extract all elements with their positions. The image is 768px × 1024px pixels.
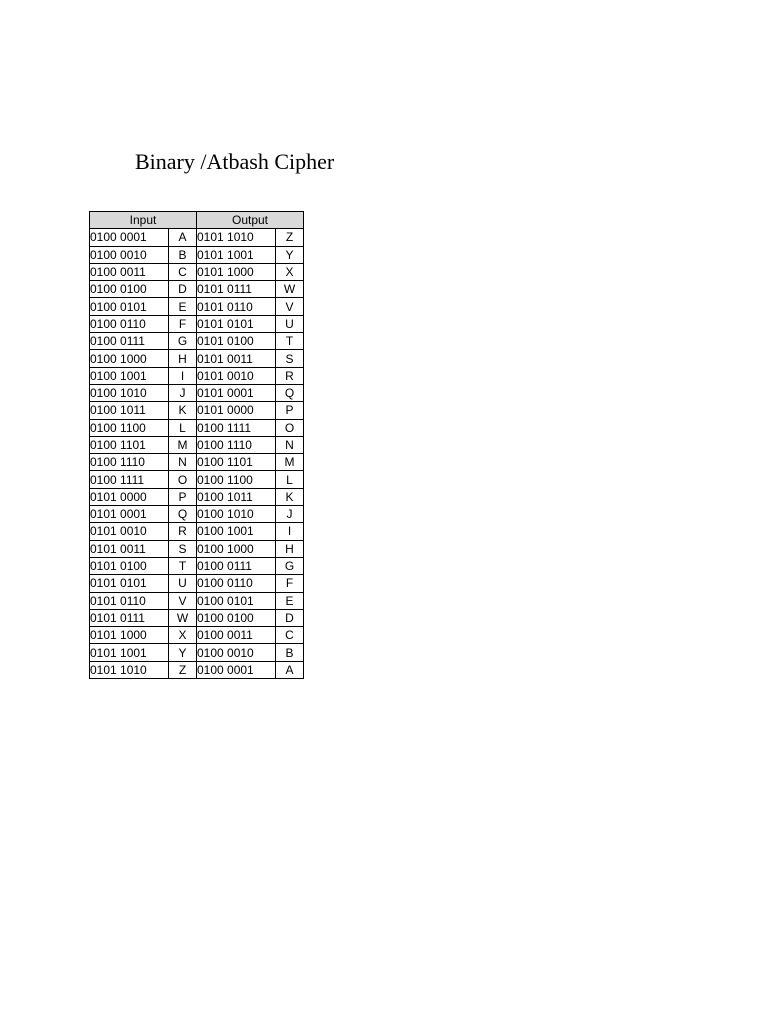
output-binary-cell: 0101 0111 <box>197 281 276 298</box>
table-row <box>90 298 304 315</box>
table-row <box>90 419 304 436</box>
output-letter-cell: F <box>276 575 304 592</box>
table-row <box>90 627 304 644</box>
input-binary-cell: 0100 0011 <box>90 263 169 280</box>
table-row <box>90 575 304 592</box>
input-binary-cell: 0100 0101 <box>90 298 169 315</box>
input-letter-cell: I <box>169 367 197 384</box>
input-letter-cell: P <box>169 488 197 505</box>
table-row <box>90 350 304 367</box>
output-binary-cell: 0100 0011 <box>197 627 276 644</box>
output-binary-cell: 0101 1010 <box>197 229 276 246</box>
output-binary-cell: 0100 0001 <box>197 661 276 678</box>
input-letter-cell: B <box>169 246 197 263</box>
table-row <box>90 471 304 488</box>
output-binary-cell: 0101 1001 <box>197 246 276 263</box>
input-letter-cell: H <box>169 350 197 367</box>
input-binary-cell: 0100 0111 <box>90 333 169 350</box>
output-letter-cell: G <box>276 557 304 574</box>
output-letter-cell: U <box>276 315 304 332</box>
output-binary-cell: 0101 0001 <box>197 384 276 401</box>
input-binary-cell: 0100 1101 <box>90 436 169 453</box>
output-letter-cell: P <box>276 402 304 419</box>
output-binary-cell: 0100 0100 <box>197 609 276 626</box>
cipher-table <box>89 211 304 679</box>
table-row <box>90 540 304 557</box>
input-letter-cell: D <box>169 281 197 298</box>
input-binary-cell: 0101 1010 <box>90 661 169 678</box>
input-binary-cell: 0101 0110 <box>90 592 169 609</box>
input-letter-cell: L <box>169 419 197 436</box>
input-letter-cell: S <box>169 540 197 557</box>
input-header: Input <box>90 212 197 229</box>
table-row <box>90 367 304 384</box>
output-letter-cell: I <box>276 523 304 540</box>
input-binary-cell: 0100 1110 <box>90 454 169 471</box>
input-binary-cell: 0100 1011 <box>90 402 169 419</box>
output-letter-cell: R <box>276 367 304 384</box>
input-letter-cell: Y <box>169 644 197 661</box>
output-binary-cell: 0101 0010 <box>197 367 276 384</box>
table-row <box>90 557 304 574</box>
output-binary-cell: 0100 0111 <box>197 557 276 574</box>
output-letter-cell: A <box>276 661 304 678</box>
input-letter-cell: O <box>169 471 197 488</box>
output-binary-cell: 0101 0000 <box>197 402 276 419</box>
table-row <box>90 436 304 453</box>
output-letter-cell: O <box>276 419 304 436</box>
input-letter-cell: Z <box>169 661 197 678</box>
output-letter-cell: L <box>276 471 304 488</box>
output-binary-cell: 0100 1011 <box>197 488 276 505</box>
output-binary-cell: 0101 1000 <box>197 263 276 280</box>
output-binary-cell: 0100 1111 <box>197 419 276 436</box>
output-binary-cell: 0100 1101 <box>197 454 276 471</box>
input-letter-cell: G <box>169 333 197 350</box>
input-letter-cell: J <box>169 384 197 401</box>
output-letter-cell: S <box>276 350 304 367</box>
table-row <box>90 402 304 419</box>
input-binary-cell: 0100 1111 <box>90 471 169 488</box>
input-binary-cell: 0101 0100 <box>90 557 169 574</box>
output-binary-cell: 0100 1110 <box>197 436 276 453</box>
input-binary-cell: 0100 1010 <box>90 384 169 401</box>
output-binary-cell: 0101 0110 <box>197 298 276 315</box>
table-row <box>90 506 304 523</box>
input-binary-cell: 0100 0100 <box>90 281 169 298</box>
input-binary-cell: 0100 0001 <box>90 229 169 246</box>
output-binary-cell: 0100 0010 <box>197 644 276 661</box>
output-binary-cell: 0100 1001 <box>197 523 276 540</box>
input-letter-cell: Q <box>169 506 197 523</box>
output-letter-cell: X <box>276 263 304 280</box>
input-binary-cell: 0100 1000 <box>90 350 169 367</box>
output-binary-cell: 0101 0101 <box>197 315 276 332</box>
table-row <box>90 454 304 471</box>
table-row <box>90 333 304 350</box>
output-letter-cell: Q <box>276 384 304 401</box>
output-letter-cell: C <box>276 627 304 644</box>
input-letter-cell: N <box>169 454 197 471</box>
input-binary-cell: 0101 1000 <box>90 627 169 644</box>
input-binary-cell: 0101 0101 <box>90 575 169 592</box>
output-letter-cell: T <box>276 333 304 350</box>
table-row <box>90 592 304 609</box>
input-letter-cell: M <box>169 436 197 453</box>
cipher-table-body <box>90 229 304 679</box>
input-binary-cell: 0101 1001 <box>90 644 169 661</box>
output-letter-cell: E <box>276 592 304 609</box>
output-letter-cell: V <box>276 298 304 315</box>
output-letter-cell: K <box>276 488 304 505</box>
output-binary-cell: 0100 0101 <box>197 592 276 609</box>
input-letter-cell: U <box>169 575 197 592</box>
input-letter-cell: K <box>169 402 197 419</box>
input-binary-cell: 0101 0001 <box>90 506 169 523</box>
output-letter-cell: Y <box>276 246 304 263</box>
table-row <box>90 229 304 246</box>
table-header-row <box>90 212 304 229</box>
output-letter-cell: B <box>276 644 304 661</box>
output-binary-cell: 0100 1000 <box>197 540 276 557</box>
table-row <box>90 246 304 263</box>
input-binary-cell: 0101 0111 <box>90 609 169 626</box>
output-letter-cell: M <box>276 454 304 471</box>
table-row <box>90 488 304 505</box>
output-binary-cell: 0100 1010 <box>197 506 276 523</box>
input-letter-cell: T <box>169 557 197 574</box>
output-binary-cell: 0100 0110 <box>197 575 276 592</box>
table-row <box>90 281 304 298</box>
table-row <box>90 644 304 661</box>
page-title: Binary /Atbash Cipher <box>135 149 335 174</box>
input-letter-cell: C <box>169 263 197 280</box>
input-binary-cell: 0100 0110 <box>90 315 169 332</box>
input-binary-cell: 0101 0011 <box>90 540 169 557</box>
output-binary-cell: 0100 1100 <box>197 471 276 488</box>
table-row <box>90 523 304 540</box>
table-row <box>90 384 304 401</box>
table-row <box>90 661 304 678</box>
input-letter-cell: E <box>169 298 197 315</box>
output-header: Output <box>197 212 304 229</box>
input-letter-cell: A <box>169 229 197 246</box>
output-letter-cell: W <box>276 281 304 298</box>
output-letter-cell: J <box>276 506 304 523</box>
output-letter-cell: H <box>276 540 304 557</box>
input-binary-cell: 0101 0010 <box>90 523 169 540</box>
input-letter-cell: R <box>169 523 197 540</box>
input-binary-cell: 0100 1100 <box>90 419 169 436</box>
input-binary-cell: 0100 0010 <box>90 246 169 263</box>
input-letter-cell: X <box>169 627 197 644</box>
table-row <box>90 315 304 332</box>
input-binary-cell: 0101 0000 <box>90 488 169 505</box>
input-binary-cell: 0100 1001 <box>90 367 169 384</box>
table-row <box>90 609 304 626</box>
input-letter-cell: V <box>169 592 197 609</box>
input-letter-cell: F <box>169 315 197 332</box>
output-letter-cell: Z <box>276 229 304 246</box>
output-binary-cell: 0101 0100 <box>197 333 276 350</box>
table-row <box>90 263 304 280</box>
input-letter-cell: W <box>169 609 197 626</box>
output-letter-cell: D <box>276 609 304 626</box>
output-letter-cell: N <box>276 436 304 453</box>
output-binary-cell: 0101 0011 <box>197 350 276 367</box>
